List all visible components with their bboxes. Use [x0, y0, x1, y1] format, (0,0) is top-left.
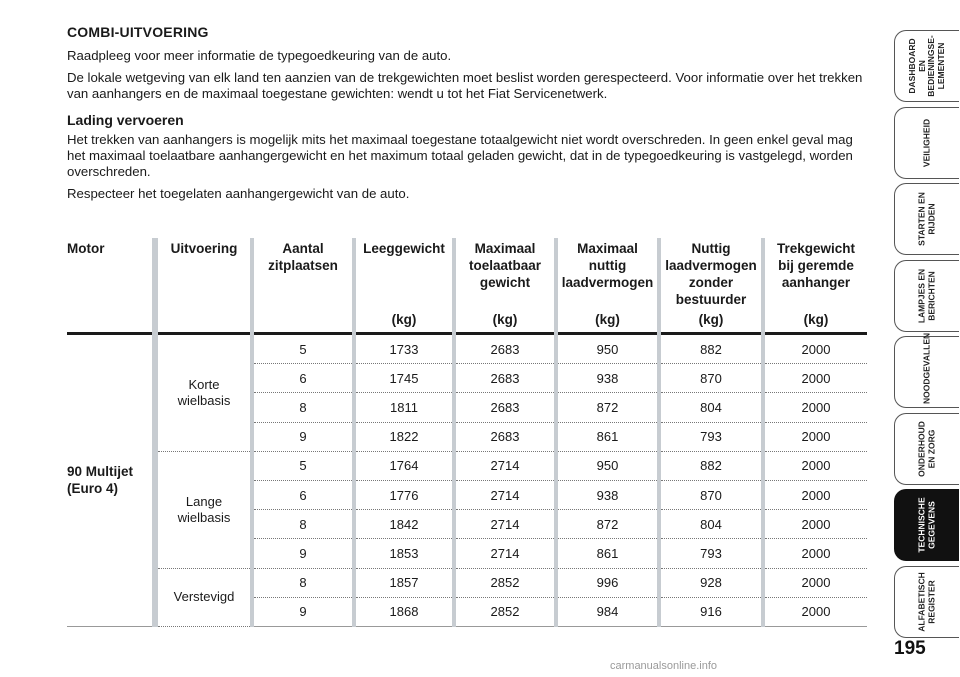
table-cell: 1733	[354, 334, 454, 364]
paragraph-2: De lokale wetgeving van elk land ten aanzien van de trekgewichten moet beslist worden gerespecteerd. Voor informatie over het trekken van aanhangers en de maximaal toegestane gewichten: wendt u tot het Fiat Servicenetwerk.	[67, 70, 863, 101]
table-cell: 950	[556, 451, 659, 480]
chapter-tab[interactable]	[894, 107, 959, 179]
table-row	[67, 568, 867, 597]
chapter-tab-label: NOODGEVALLEN	[921, 332, 932, 404]
table-cell: 872	[556, 393, 659, 422]
header-laadvermogen: Maximaal nuttig laadvermogen (kg)	[556, 238, 659, 334]
table-cell: 2714	[454, 451, 556, 480]
table-cell: 950	[556, 334, 659, 364]
table-cell: 2683	[454, 422, 556, 451]
table-cell: 9	[252, 597, 354, 626]
table-cell: 804	[659, 510, 763, 539]
table-cell: 938	[556, 364, 659, 393]
table-cell: 882	[659, 334, 763, 364]
chapter-tab[interactable]	[894, 183, 959, 255]
table-cell: 861	[556, 422, 659, 451]
uitvoering-cell: Verstevigd	[155, 568, 252, 626]
table-cell: 872	[556, 510, 659, 539]
table-cell: 996	[556, 568, 659, 597]
table-cell: 938	[556, 480, 659, 509]
unit-label: (kg)	[595, 312, 620, 327]
table-cell: 1868	[354, 597, 454, 626]
paragraph-4: Respecteer het toegelaten aanhangergewicht van de auto.	[67, 186, 410, 201]
chapter-tab-label: VEILIGHEID	[921, 118, 932, 167]
table-cell: 2683	[454, 393, 556, 422]
header-motor: Motor	[67, 241, 105, 256]
table-header-row	[67, 238, 867, 334]
chapter-tab-label: STARTEN EN RIJDEN	[916, 192, 936, 246]
chapter-tab[interactable]	[894, 489, 959, 561]
header-nuttig: Nuttig laadvermogen zonder bestuurder (kg)	[659, 238, 763, 334]
header-zitplaatsen: Aantal zitplaatsen	[252, 238, 354, 334]
table-cell: 793	[659, 539, 763, 568]
table-cell: 8	[252, 393, 354, 422]
section-title: COMBI-UITVOERING	[67, 24, 209, 40]
header-trekgewicht: Trekgewicht bij geremde aanhanger (kg)	[763, 238, 867, 334]
chapter-tab[interactable]	[894, 30, 959, 102]
table-row	[67, 451, 867, 480]
table-cell: 1857	[354, 568, 454, 597]
table-cell: 2000	[763, 568, 867, 597]
table-cell: 1822	[354, 422, 454, 451]
table-cell: 6	[252, 364, 354, 393]
text-content	[67, 24, 867, 208]
table-cell: 861	[556, 539, 659, 568]
table-cell: 2000	[763, 422, 867, 451]
table-cell: 1853	[354, 539, 454, 568]
unit-label: (kg)	[803, 312, 829, 327]
table-cell: 6	[252, 480, 354, 509]
header-toelaatbaar: Maximaal toelaatbaar gewicht (kg)	[454, 238, 556, 334]
table-cell: 2714	[454, 539, 556, 568]
table-row	[67, 334, 867, 364]
table-cell: 870	[659, 364, 763, 393]
table-cell: 1764	[354, 451, 454, 480]
table-cell: 882	[659, 451, 763, 480]
unit-label: (kg)	[698, 312, 724, 327]
table-cell: 2683	[454, 364, 556, 393]
table-cell: 984	[556, 597, 659, 626]
table-cell: 2000	[763, 451, 867, 480]
table-cell: 1776	[354, 480, 454, 509]
header-leeggewicht: Leeggewicht (kg)	[354, 238, 454, 334]
table-cell: 2852	[454, 597, 556, 626]
table-cell: 793	[659, 422, 763, 451]
table-cell: 916	[659, 597, 763, 626]
table-cell: 2000	[763, 480, 867, 509]
page-number: 195	[894, 638, 926, 659]
table-cell: 1842	[354, 510, 454, 539]
weights-table	[67, 238, 867, 627]
table-cell: 2852	[454, 568, 556, 597]
table-cell: 2000	[763, 364, 867, 393]
header-uitvoering: Uitvoering	[155, 238, 252, 334]
watermark: carmanualsonline.info	[610, 660, 718, 672]
table-cell: 870	[659, 480, 763, 509]
table-cell: 2000	[763, 597, 867, 626]
chapter-tab[interactable]	[894, 413, 959, 485]
table-cell: 5	[252, 451, 354, 480]
table-cell: 2000	[763, 334, 867, 364]
table-cell: 928	[659, 568, 763, 597]
paragraph-1: Raadpleeg voor meer informatie de typegoedkeuring van de auto.	[67, 48, 452, 63]
chapter-tab-label: TECHNISCHE GEGEVENS	[916, 497, 936, 553]
table-cell: 9	[252, 539, 354, 568]
table-cell: 2683	[454, 334, 556, 364]
chapter-tab[interactable]	[894, 566, 959, 638]
unit-label: (kg)	[391, 312, 417, 327]
paragraph-3: Het trekken van aanhangers is mogelijk mits het maximaal toegestane totaalgewicht niet wordt overschreden. In geen enkel geval mag het maximaal toelaatbare aanhangergewicht en het maximum totaal geladen gewicht, dat in de typegoedkeuring is vastgelegd, worden overschreden.	[67, 132, 853, 179]
chapter-tab-label: ALFABETISCH REGISTER	[916, 571, 936, 632]
chapter-tab-label: ONDERHOUD EN ZORG	[916, 420, 936, 477]
table-cell: 2000	[763, 393, 867, 422]
table-cell: 9	[252, 422, 354, 451]
table-cell: 2000	[763, 539, 867, 568]
table-cell: 1811	[354, 393, 454, 422]
table-cell: 8	[252, 510, 354, 539]
table-cell: 2000	[763, 510, 867, 539]
chapter-tab-label: DASHBOARD EN BEDIENINGSE- LEMENTEN	[907, 35, 946, 97]
chapter-tab[interactable]	[894, 332, 959, 408]
unit-label: (kg)	[492, 312, 518, 327]
table-cell: 2714	[454, 480, 556, 509]
chapter-tab[interactable]	[894, 260, 959, 332]
table-cell: 2714	[454, 510, 556, 539]
chapter-tab-label: LAMPJES EN BERICHTEN	[916, 268, 936, 323]
uitvoering-cell: Korte wielbasis	[155, 334, 252, 452]
table-cell: 804	[659, 393, 763, 422]
table-cell: 5	[252, 334, 354, 364]
uitvoering-cell: Lange wielbasis	[155, 451, 252, 568]
table-cell: 1745	[354, 364, 454, 393]
table-cell: 8	[252, 568, 354, 597]
section-subtitle: Lading vervoeren	[67, 112, 184, 128]
motor-cell: 90 Multijet (Euro 4)	[67, 334, 155, 627]
